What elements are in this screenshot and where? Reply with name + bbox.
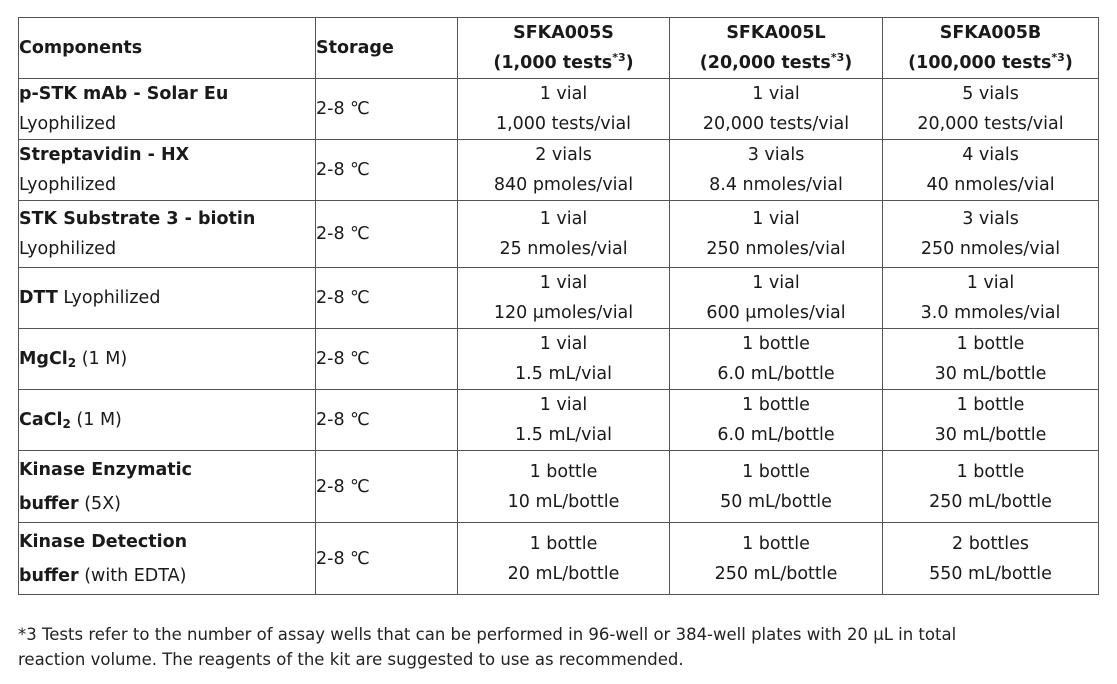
kit-s-cell: 1 vial 120 μmoles/vial [458, 268, 670, 329]
kit-b-cell: 1 vial 3.0 mmoles/vial [883, 268, 1099, 329]
kit-l-cell: 1 bottle 6.0 mL/bottle [670, 390, 883, 451]
components-header: Components [19, 18, 316, 79]
component-name: STK Substrate 3 - biotin Lyophilized [19, 201, 316, 268]
kit-l-cell: 1 bottle 50 mL/bottle [670, 451, 883, 523]
storage-cell: 2-8 ℃ [316, 329, 458, 390]
kit-l-cell: 1 vial 250 nmoles/vial [670, 201, 883, 268]
storage-cell: 2-8 ℃ [316, 268, 458, 329]
kit-l-cell: 1 vial 600 μmoles/vial [670, 268, 883, 329]
storage-cell: 2-8 ℃ [316, 201, 458, 268]
component-name: MgCl$_2$ (1 M) [19, 329, 316, 390]
component-name: Kinase Detection buffer (with EDTA) [19, 523, 316, 595]
table-row [19, 523, 1099, 595]
kit-l-cell: 1 bottle 6.0 mL/bottle [670, 329, 883, 390]
kit-b-cell: 5 vials 20,000 tests/vial [883, 79, 1099, 140]
table-row [19, 268, 1099, 329]
kit-s-cell: 1 vial 25 nmoles/vial [458, 201, 670, 268]
table-row [19, 201, 1099, 268]
kit-s-cell: 1 bottle 10 mL/bottle [458, 451, 670, 523]
footnote [18, 622, 1103, 672]
footnote-line-2: reaction volume. The reagents of the kit are suggested to use as recommended. [18, 650, 684, 669]
table-row [19, 451, 1099, 523]
kit-header-s [458, 18, 670, 79]
kit-s-cell: 1 vial 1.5 mL/vial [458, 329, 670, 390]
table-row [19, 79, 1099, 140]
storage-cell: 2-8 ℃ [316, 523, 458, 595]
kit-s-cell: 1 vial 1,000 tests/vial [458, 79, 670, 140]
header-row [19, 18, 1099, 79]
table-row [19, 140, 1099, 201]
component-name: Kinase Enzymatic buffer (5X) [19, 451, 316, 523]
kit-tests: (20,000 tests$^{*3}$) [699, 51, 853, 73]
kit-b-cell: 1 bottle 30 mL/bottle [883, 329, 1099, 390]
kit-b-cell: 1 bottle 30 mL/bottle [883, 390, 1099, 451]
footnote-line-1: *3 Tests refer to the number of assay wells that can be performed in 96-well or 384-well plates with 20 μL in total [18, 625, 957, 644]
component-name: CaCl$_2$ (1 M) [19, 390, 316, 451]
table-row [19, 390, 1099, 451]
kit-code: SFKA005S [513, 23, 614, 43]
kit-tests: (100,000 tests$^{*3}$) [908, 51, 1073, 73]
storage-cell: 2-8 ℃ [316, 140, 458, 201]
components-table [18, 17, 1099, 595]
kit-header-b [883, 18, 1099, 79]
kit-l-cell: 1 bottle 250 mL/bottle [670, 523, 883, 595]
kit-s-cell: 2 vials 840 pmoles/vial [458, 140, 670, 201]
kit-b-cell: 1 bottle 250 mL/bottle [883, 451, 1099, 523]
kit-code: SFKA005B [939, 23, 1042, 43]
component-name: p-STK mAb - Solar Eu Lyophilized [19, 79, 316, 140]
table-row [19, 329, 1099, 390]
kit-b-cell: 3 vials 250 nmoles/vial [883, 201, 1099, 268]
kit-header-l [670, 18, 883, 79]
kit-code: SFKA005L [726, 23, 826, 43]
storage-cell: 2-8 ℃ [316, 79, 458, 140]
component-name: DTT Lyophilized [19, 268, 316, 329]
kit-l-cell: 3 vials 8.4 nmoles/vial [670, 140, 883, 201]
kit-b-cell: 4 vials 40 nmoles/vial [883, 140, 1099, 201]
storage-cell: 2-8 ℃ [316, 390, 458, 451]
component-name: Streptavidin - HX Lyophilized [19, 140, 316, 201]
kit-s-cell: 1 vial 1.5 mL/vial [458, 390, 670, 451]
kit-b-cell: 2 bottles 550 mL/bottle [883, 523, 1099, 595]
kit-l-cell: 1 vial 20,000 tests/vial [670, 79, 883, 140]
storage-header: Storage [316, 18, 458, 79]
storage-cell: 2-8 ℃ [316, 451, 458, 523]
kit-tests: (1,000 tests$^{*3}$) [493, 51, 634, 73]
kit-s-cell: 1 bottle 20 mL/bottle [458, 523, 670, 595]
